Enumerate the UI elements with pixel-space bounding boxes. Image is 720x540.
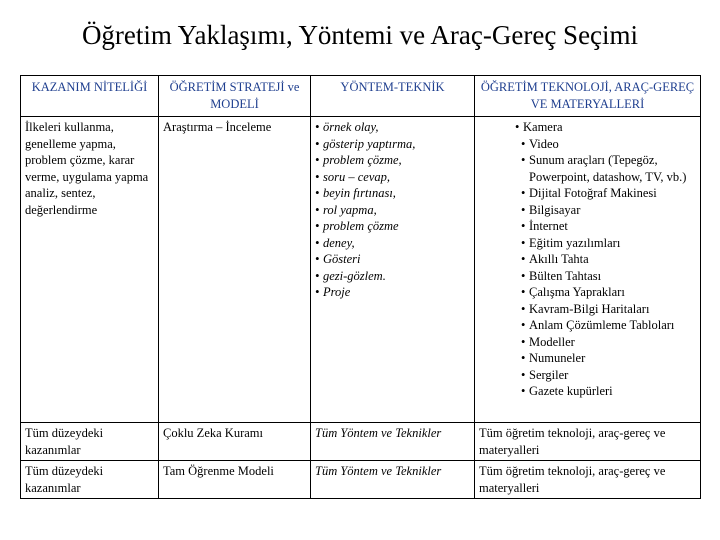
yontem-list-item: • örnek olay, (315, 119, 470, 136)
teknoloji-list-item: • Bilgisayar (515, 202, 696, 219)
teknoloji-list-item: • Çalışma Yaprakları (515, 284, 696, 301)
yontem-list-item: • Proje (315, 284, 470, 301)
row2-yontem-cell: Tüm Yöntem ve Teknikler (311, 423, 475, 461)
teknoloji-list-item: • Kavram-Bilgi Haritaları (515, 301, 696, 318)
teknoloji-list-item: • Kamera (515, 119, 696, 136)
yontem-list-item: • gösterip yaptırma, (315, 136, 470, 153)
teknoloji-list-item: • Akıllı Tahta (515, 251, 696, 268)
teknoloji-list-item: • Dijital Fotoğraf Makinesi (515, 185, 696, 202)
row3-strateji-cell: Tam Öğrenme Modeli (159, 461, 311, 499)
row1-teknoloji-cell (475, 117, 701, 423)
table-row (21, 461, 701, 499)
header-ogretim-strateji: ÖĞRETİM STRATEJİ ve MODELİ (159, 76, 311, 117)
table-row (21, 423, 701, 461)
yontem-list-item: • rol yapma, (315, 202, 470, 219)
teknoloji-list-item: • Eğitim yazılımları (515, 235, 696, 252)
row3-yontem-cell: Tüm Yöntem ve Teknikler (311, 461, 475, 499)
row2-kazanim-cell: Tüm düzeydeki kazanımlar (21, 423, 159, 461)
table-header-row (21, 76, 701, 117)
teknoloji-list-item: • Sunum araçları (Tepegöz, Powerpoint, datashow, TV, vb.) (515, 152, 696, 185)
yontem-list-item: • problem çözme, (315, 152, 470, 169)
teknoloji-list (479, 119, 696, 400)
yontem-list-item: • Gösteri (315, 251, 470, 268)
teknoloji-list-item: • Sergiler (515, 367, 696, 384)
yontem-list-item: • soru – cevap, (315, 169, 470, 186)
row2-strateji-cell: Çoklu Zeka Kuramı (159, 423, 311, 461)
teknoloji-list-item: • Bülten Tahtası (515, 268, 696, 285)
header-ogretim-teknoloji: ÖĞRETİM TEKNOLOJİ, ARAÇ-GEREÇ VE MATERYALLERİ (475, 76, 701, 117)
yontem-list-item: • gezi-gözlem. (315, 268, 470, 285)
teknoloji-list-item: • Modeller (515, 334, 696, 351)
header-yontem-teknik: YÖNTEM-TEKNİK (311, 76, 475, 117)
row3-kazanim-cell: Tüm düzeydeki kazanımlar (21, 461, 159, 499)
teknoloji-list-item: • Numuneler (515, 350, 696, 367)
teknoloji-list-item: • Anlam Çözümleme Tabloları (515, 317, 696, 334)
row1-yontem-cell (311, 117, 475, 423)
page-title: Öğretim Yaklaşımı, Yöntemi ve Araç-Gereç Seçimi (81, 20, 639, 50)
method-selection-table (20, 75, 701, 499)
yontem-list-item: • deney, (315, 235, 470, 252)
row1-kazanim-cell: İlkeleri kullanma, genelleme yapma, problem çözme, karar verme, uygulama yapma analiz, sentez, değerlendirme (21, 117, 159, 423)
row3-teknoloji-cell: Tüm öğretim teknoloji, araç-gereç ve materyalleri (475, 461, 701, 499)
yontem-list (315, 119, 470, 301)
row1-strateji-cell: Araştırma – İnceleme (159, 117, 311, 423)
teknoloji-list-item: • Gazete kupürleri (515, 383, 696, 400)
yontem-list-item: • problem çözme (315, 218, 470, 235)
teknoloji-list-item: • İnternet (515, 218, 696, 235)
table-row (21, 117, 701, 423)
teknoloji-list-item: • Video (515, 136, 696, 153)
header-kazanim-niteligi: KAZANIM NİTELİĞİ (21, 76, 159, 117)
yontem-list-item: • beyin fırtınası, (315, 185, 470, 202)
row2-teknoloji-cell: Tüm öğretim teknoloji, araç-gereç ve materyalleri (475, 423, 701, 461)
